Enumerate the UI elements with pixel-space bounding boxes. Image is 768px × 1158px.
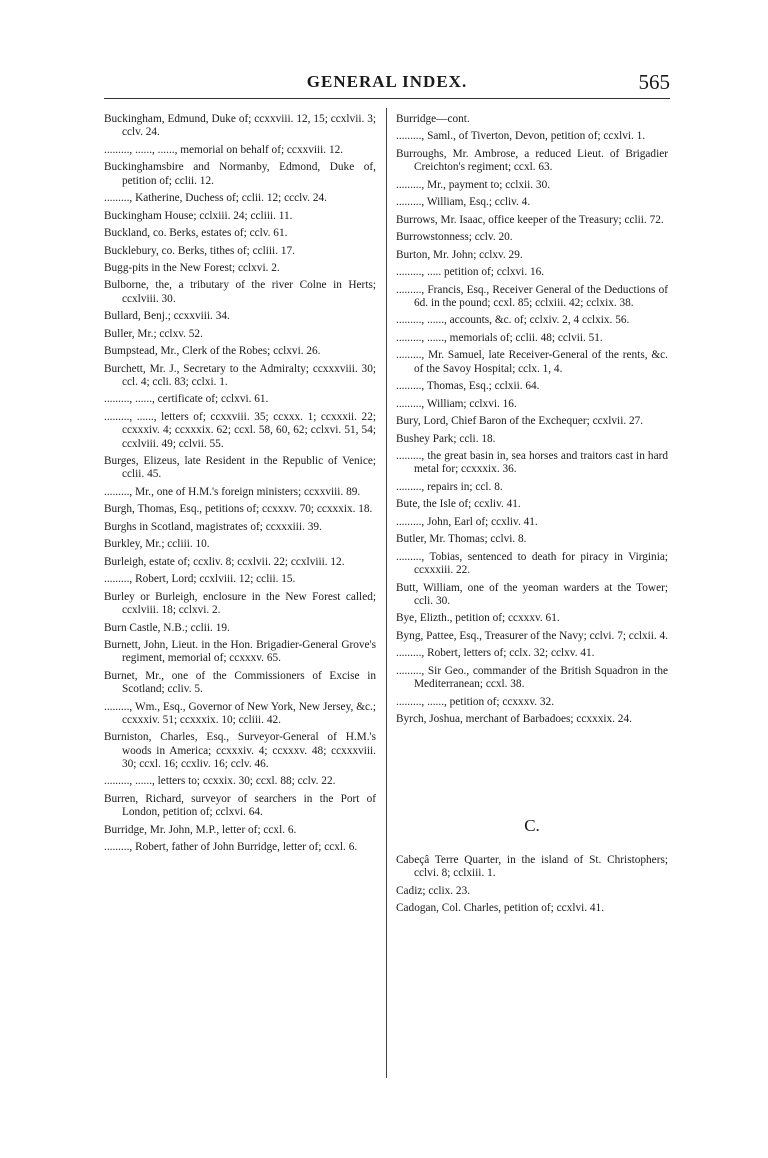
index-entry: Burroughs, Mr. Ambrose, a reduced Lieut. of Brigadier Creichton's regiment; ccxl. 63. bbox=[396, 147, 668, 174]
index-entry: Burn Castle, N.B.; cclii. 19. bbox=[104, 621, 230, 634]
index-entry: ........., repairs in; ccl. 8. bbox=[396, 480, 503, 493]
index-entry: ........., the great basin in, sea horses and traitors cast in hard metal for; ccxxxix. 36. bbox=[396, 450, 668, 476]
index-entry: ........., ......, accounts, &c. of; cclxiv. 2, 4 cclxix. 56. bbox=[396, 314, 630, 327]
index-entry: Burton, Mr. John; cclxv. 29. bbox=[396, 248, 523, 261]
index-entry: ........., ......, letters of; ccxxviii. 35; ccxxx. 1; ccxxxii. 22; ccxxxiv. 4; ccxxxix. 62; ccxl. 58, 60, 62; cclxvi. 51, 54; ccxlviii. 49; cclvii. 55. bbox=[104, 410, 376, 450]
index-entry: Byrch, Joshua, merchant of Barbadoes; ccxxxix. 24. bbox=[396, 713, 632, 726]
left-column bbox=[104, 113, 376, 859]
index-entry: ........., Wm., Esq., Governor of New York, New Jersey, &c.; ccxxxiv. 51; ccxxxix. 10; ccliii. 42. bbox=[104, 700, 376, 726]
index-entry: ........., Sir Geo., commander of the British Squadron in the Mediterranean; ccxl. 38. bbox=[396, 664, 668, 691]
index-entry: ........., William, Esq.; ccliv. 4. bbox=[396, 196, 531, 209]
index-entry: Butt, William, one of the yeoman warders at the Tower; ccli. 30. bbox=[396, 581, 668, 607]
index-entry: Buckingham, Edmund, Duke of; ccxxviii. 12, 15; ccxlvii. 3; cclv. 24. bbox=[104, 113, 376, 139]
running-title: GENERAL INDEX. bbox=[306, 72, 468, 91]
index-entry: Burrowstonness; cclv. 20. bbox=[396, 231, 513, 244]
index-entry: Bury, Lord, Chief Baron of the Exchequer; ccxlvii. 27. bbox=[396, 415, 644, 428]
index-entry: Burgh, Thomas, Esq., petitions of; ccxxxv. 70; ccxxxix. 18. bbox=[104, 503, 373, 516]
section-letter: C. bbox=[524, 815, 540, 835]
index-entry: Burridge, Mr. John, M.P., letter of; ccxl. 6. bbox=[104, 823, 297, 836]
index-entry: ........., ......, letters to; ccxxix. 30; ccxl. 88; cclv. 22. bbox=[104, 775, 336, 788]
index-entry: Burges, Elizeus, late Resident in the Republic of Venice; cclii. 45. bbox=[104, 455, 376, 481]
header-rule bbox=[104, 98, 670, 99]
page-number: 565 bbox=[638, 70, 670, 94]
index-entry: Buckingham House; cclxiii. 24; ccliii. 11. bbox=[104, 209, 293, 222]
index-entry: ........., Mr. Samuel, late Receiver-General of the rents, &c. of the Savoy Hospital; cclx. 1, 4. bbox=[396, 349, 668, 375]
index-entry: Cabeçâ Terre Quarter, in the island of St. Christophers; cclvi. 8; cclxiii. 1. bbox=[396, 853, 668, 880]
index-entry: Burley or Burleigh, enclosure in the New Forest called; ccxlviii. 18; cclxvi. 2. bbox=[104, 590, 376, 617]
index-entry: Butler, Mr. Thomas; cclvi. 8. bbox=[396, 533, 527, 546]
index-entry: Cadogan, Col. Charles, petition of; ccxlvi. 41. bbox=[396, 902, 605, 915]
index-entry: Buller, Mr.; cclxv. 52. bbox=[104, 327, 203, 340]
index-entry: Bulborne, the, a tributary of the river Colne in Herts; ccxlviii. 30. bbox=[104, 279, 376, 305]
index-entry: ........., Katherine, Duchess of; cclii. 12; ccclv. 24. bbox=[104, 192, 327, 205]
index-entry: ........., ......, ......, memorial on behalf of; ccxxviii. 12. bbox=[104, 143, 344, 156]
index-entry: ........., Thomas, Esq.; cclxii. 64. bbox=[396, 380, 540, 393]
index-entry: Bute, the Isle of; ccxliv. 41. bbox=[396, 498, 521, 511]
right-entries bbox=[396, 113, 668, 726]
index-entry: ........., John, Earl of; ccxliv. 41. bbox=[396, 515, 538, 528]
index-entry: ........., Saml., of Tiverton, Devon, petition of; ccxlvi. 1. bbox=[396, 130, 646, 143]
index-entry: Burrows, Mr. Isaac, office keeper of the Treasury; cclii. 72. bbox=[396, 213, 664, 226]
index-entry: ........., Mr., payment to; cclxii. 30. bbox=[396, 178, 551, 191]
index-entry: Bumpstead, Mr., Clerk of the Robes; cclxvi. 26. bbox=[104, 345, 321, 358]
index-entry: ........., Mr., one of H.M.'s foreign ministers; ccxxviii. 89. bbox=[104, 485, 361, 498]
index-entry: ........., ......, certificate of; cclxvi. 61. bbox=[104, 393, 269, 406]
index-entry: ........., Robert, Lord; ccxlviii. 12; cclii. 15. bbox=[104, 573, 296, 586]
index-entry: Burkley, Mr.; ccliii. 10. bbox=[104, 538, 210, 551]
right-entries-c bbox=[396, 854, 668, 916]
index-entry: ........., Francis, Esq., Receiver General of the Deductions of 6d. in the pound; ccxl. 85; cclxiii. 42; cclxix. 38. bbox=[396, 283, 668, 309]
index-entry: Burridge—cont. bbox=[396, 113, 470, 125]
index-entry: Buckland, co. Berks, estates of; cclv. 61. bbox=[104, 227, 288, 240]
index-entry: Bye, Elizth., petition of; ccxxxv. 61. bbox=[396, 612, 560, 625]
index-entry: Burnet, Mr., one of the Commissioners of Excise in Scotland; ccliv. 5. bbox=[104, 669, 376, 696]
index-entry: ........., William; cclxvi. 16. bbox=[396, 397, 517, 410]
index-entry: Burren, Richard, surveyor of searchers in the Port of London, petition of; cclxvi. 64. bbox=[104, 792, 376, 819]
index-entry: ........., Robert, letters of; cclx. 32; cclxv. 41. bbox=[396, 647, 595, 660]
index-entry: Cadiz; cclix. 23. bbox=[396, 884, 471, 897]
index-entry: ........., ......, petition of; ccxxxv. 32. bbox=[396, 695, 555, 708]
index-entry: Burniston, Charles, Esq., Surveyor-General of H.M.'s woods in America; ccxxxiv. 4; ccxxxv. 48; ccxxxviii. 30; ccxl. 16; ccxliv. 16; cclv. 46. bbox=[104, 731, 376, 770]
right-column bbox=[396, 113, 668, 920]
index-entry: Burnett, John, Lieut. in the Hon. Brigadier-General Grove's regiment, memorial of; ccxxxv. 65. bbox=[104, 639, 376, 665]
index-entry: Bucklebury, co. Berks, tithes of; ccliii. 17. bbox=[104, 244, 295, 257]
page-header bbox=[104, 70, 670, 98]
index-entry: Bushey Park; ccli. 18. bbox=[396, 432, 496, 445]
index-entry: ........., Tobias, sentenced to death for piracy in Virginia; ccxxxiii. 22. bbox=[396, 550, 668, 577]
blank-space bbox=[396, 731, 668, 795]
index-entry: ........., Robert, father of John Burridge, letter of; ccxl. 6. bbox=[104, 841, 358, 854]
index-entry: ........., ......, memorials of; cclii. 48; cclvii. 51. bbox=[396, 331, 603, 344]
index-entry: Bullard, Benj.; ccxxviii. 34. bbox=[104, 310, 230, 323]
index-entry: Burchett, Mr. J., Secretary to the Admiralty; ccxxxviii. 30; ccl. 4; ccli. 83; cclxi. 1. bbox=[104, 362, 376, 388]
index-entry: Burleigh, estate of; ccxliv. 8; ccxlvii. 22; ccxlviii. 12. bbox=[104, 555, 345, 568]
index-entry: Byng, Pattee, Esq., Treasurer of the Navy; cclvi. 7; cclxii. 4. bbox=[396, 629, 669, 642]
index-entry: Buckinghamsbire and Normanby, Edmond, Duke of, petition of; cclii. 12. bbox=[104, 161, 376, 187]
index-entry: ........., ..... petition of; cclxvi. 16. bbox=[396, 266, 545, 279]
index-entry: Burghs in Scotland, magistrates of; ccxxxiii. 39. bbox=[104, 520, 322, 533]
column-divider bbox=[386, 108, 387, 1078]
index-entry: Bugg-pits in the New Forest; cclxvi. 2. bbox=[104, 261, 280, 274]
